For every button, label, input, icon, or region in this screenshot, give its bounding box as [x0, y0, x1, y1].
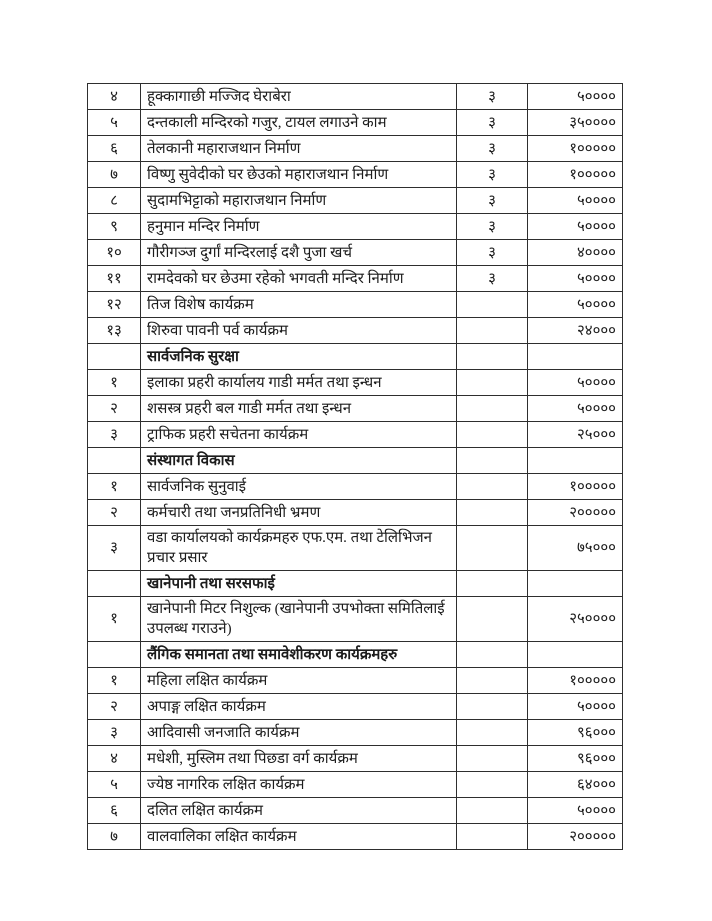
quantity-cell: ३ — [457, 240, 528, 266]
description-cell: इलाका प्रहरी कार्यालय गाडी मर्मत तथा इन्धन — [141, 370, 457, 396]
description-cell: तेलकानी महाराजथान निर्माण — [141, 136, 457, 162]
quantity-cell: ३ — [457, 84, 528, 110]
quantity-cell — [457, 824, 528, 850]
quantity-cell: ३ — [457, 136, 528, 162]
serial-cell: १ — [88, 668, 141, 694]
quantity-cell — [457, 422, 528, 448]
description-cell: वडा कार्यालयको कार्यक्रमहरु एफ.एम. तथा टेलिभिजन प्रचार प्रसार — [141, 526, 457, 571]
description-cell: मधेशी, मुस्लिम तथा पिछडा वर्ग कार्यक्रम — [141, 746, 457, 772]
description-cell: शसस्त्र प्रहरी बल गाडी मर्मत तथा इन्धन — [141, 396, 457, 422]
description-cell: ट्राफिक प्रहरी सचेतना कार्यक्रम — [141, 422, 457, 448]
quantity-cell: ३ — [457, 266, 528, 292]
section-title: संस्थागत विकास — [141, 448, 457, 474]
quantity-cell — [457, 474, 528, 500]
serial-cell — [88, 448, 141, 474]
serial-cell: ४ — [88, 84, 141, 110]
amount-cell: १००००० — [528, 136, 623, 162]
description-cell: सुदामभिट्टाको महाराजथान निर्माण — [141, 188, 457, 214]
amount-cell: २००००० — [528, 500, 623, 526]
description-cell: महिला लक्षित कार्यक्रम — [141, 668, 457, 694]
table-row — [88, 422, 623, 448]
quantity-cell: ३ — [457, 110, 528, 136]
serial-cell — [88, 344, 141, 370]
quantity-cell — [457, 746, 528, 772]
serial-cell: २ — [88, 396, 141, 422]
serial-cell: ५ — [88, 772, 141, 798]
quantity-cell — [457, 448, 528, 474]
quantity-cell — [457, 642, 528, 668]
amount-cell: ५०००० — [528, 214, 623, 240]
table-row — [88, 474, 623, 500]
description-cell: गौरीगञ्ज दुर्गां मन्दिरलाई दशै पुजा खर्च — [141, 240, 457, 266]
quantity-cell — [457, 344, 528, 370]
description-cell: वालवालिका लक्षित कार्यक्रम — [141, 824, 457, 850]
table-row — [88, 110, 623, 136]
amount-cell — [528, 448, 623, 474]
serial-cell: ४ — [88, 746, 141, 772]
amount-cell: ९६००० — [528, 720, 623, 746]
table-row — [88, 772, 623, 798]
serial-cell: ६ — [88, 798, 141, 824]
serial-cell: २ — [88, 694, 141, 720]
amount-cell: १००००० — [528, 474, 623, 500]
quantity-cell — [457, 694, 528, 720]
quantity-cell — [457, 668, 528, 694]
description-cell: तिज विशेष कार्यक्रम — [141, 292, 457, 318]
quantity-cell — [457, 597, 528, 642]
serial-cell: ७ — [88, 162, 141, 188]
quantity-cell — [457, 370, 528, 396]
budget-table-body — [88, 84, 623, 850]
description-cell: ज्येष्ठ नागरिक लक्षित कार्यक्रम — [141, 772, 457, 798]
description-cell: खानेपानी मिटर निशुल्क (खानेपानी उपभोक्ता समितिलाई उपलब्ध गराउने) — [141, 597, 457, 642]
amount-cell: ३५०००० — [528, 110, 623, 136]
serial-cell: ११ — [88, 266, 141, 292]
table-row — [88, 720, 623, 746]
amount-cell: ५०००० — [528, 396, 623, 422]
table-row — [88, 214, 623, 240]
quantity-cell — [457, 526, 528, 571]
amount-cell: १००००० — [528, 668, 623, 694]
table-row — [88, 500, 623, 526]
amount-cell: ५०००० — [528, 292, 623, 318]
amount-cell — [528, 344, 623, 370]
table-row — [88, 136, 623, 162]
quantity-cell — [457, 720, 528, 746]
amount-cell: ५०००० — [528, 694, 623, 720]
serial-cell — [88, 642, 141, 668]
quantity-cell — [457, 500, 528, 526]
serial-cell: १ — [88, 474, 141, 500]
quantity-cell — [457, 292, 528, 318]
table-row — [88, 798, 623, 824]
quantity-cell: ३ — [457, 188, 528, 214]
quantity-cell — [457, 772, 528, 798]
quantity-cell — [457, 396, 528, 422]
table-row — [88, 318, 623, 344]
serial-cell — [88, 571, 141, 597]
amount-cell: ५०००० — [528, 188, 623, 214]
amount-cell: ५०००० — [528, 798, 623, 824]
table-row — [88, 292, 623, 318]
description-cell: विष्णु सुवेदीको घर छेउको महाराजथान निर्माण — [141, 162, 457, 188]
amount-cell: ४०००० — [528, 240, 623, 266]
serial-cell: १ — [88, 597, 141, 642]
section-header-row — [88, 344, 623, 370]
section-title: खानेपानी तथा सरसफाई — [141, 571, 457, 597]
serial-cell: ८ — [88, 188, 141, 214]
amount-cell — [528, 571, 623, 597]
table-row — [88, 188, 623, 214]
amount-cell: ५०००० — [528, 84, 623, 110]
serial-cell: ६ — [88, 136, 141, 162]
description-cell: रामदेवको घर छेउमा रहेको भगवती मन्दिर निर्माण — [141, 266, 457, 292]
description-cell: दलित लक्षित कार्यक्रम — [141, 798, 457, 824]
table-row — [88, 84, 623, 110]
quantity-cell — [457, 798, 528, 824]
serial-cell: ३ — [88, 422, 141, 448]
table-row — [88, 370, 623, 396]
quantity-cell: ३ — [457, 162, 528, 188]
section-header-row — [88, 448, 623, 474]
amount-cell: २००००० — [528, 824, 623, 850]
table-row — [88, 746, 623, 772]
serial-cell: ७ — [88, 824, 141, 850]
section-header-row — [88, 571, 623, 597]
amount-cell: २५०००० — [528, 597, 623, 642]
serial-cell: १२ — [88, 292, 141, 318]
table-row — [88, 162, 623, 188]
serial-cell: १० — [88, 240, 141, 266]
amount-cell: ७५००० — [528, 526, 623, 571]
amount-cell: २४००० — [528, 318, 623, 344]
amount-cell: ५०००० — [528, 266, 623, 292]
table-row — [88, 824, 623, 850]
description-cell: अपाङ्ग लक्षित कार्यक्रम — [141, 694, 457, 720]
serial-cell: ५ — [88, 110, 141, 136]
description-cell: हनुमान मन्दिर निर्माण — [141, 214, 457, 240]
amount-cell: ९६००० — [528, 746, 623, 772]
table-row — [88, 396, 623, 422]
description-cell: कर्मचारी तथा जनप्रतिनिधी भ्रमण — [141, 500, 457, 526]
budget-table — [87, 83, 623, 850]
amount-cell: ५०००० — [528, 370, 623, 396]
amount-cell: २५००० — [528, 422, 623, 448]
description-cell: आदिवासी जनजाति कार्यक्रम — [141, 720, 457, 746]
description-cell: सार्वजनिक सुनुवाई — [141, 474, 457, 500]
serial-cell: १३ — [88, 318, 141, 344]
quantity-cell: ३ — [457, 214, 528, 240]
amount-cell: ६४००० — [528, 772, 623, 798]
description-cell: दन्तकाली मन्दिरको गजुर, टायल लगाउने काम — [141, 110, 457, 136]
amount-cell: १००००० — [528, 162, 623, 188]
amount-cell — [528, 642, 623, 668]
section-title: लैंगिक समानता तथा समावेशीकरण कार्यक्रमहरु — [141, 642, 457, 668]
quantity-cell — [457, 571, 528, 597]
table-row — [88, 526, 623, 571]
serial-cell: ३ — [88, 526, 141, 571]
description-cell: हूक्कागाछी मज्जिद घेराबेरा — [141, 84, 457, 110]
table-row — [88, 597, 623, 642]
table-row — [88, 668, 623, 694]
section-header-row — [88, 642, 623, 668]
section-title: सार्वजनिक सुरक्षा — [141, 344, 457, 370]
quantity-cell — [457, 318, 528, 344]
description-cell: शिरुवा पावनी पर्व कार्यक्रम — [141, 318, 457, 344]
serial-cell: २ — [88, 500, 141, 526]
table-row — [88, 266, 623, 292]
serial-cell: ९ — [88, 214, 141, 240]
serial-cell: १ — [88, 370, 141, 396]
table-row — [88, 694, 623, 720]
serial-cell: ३ — [88, 720, 141, 746]
table-row — [88, 240, 623, 266]
